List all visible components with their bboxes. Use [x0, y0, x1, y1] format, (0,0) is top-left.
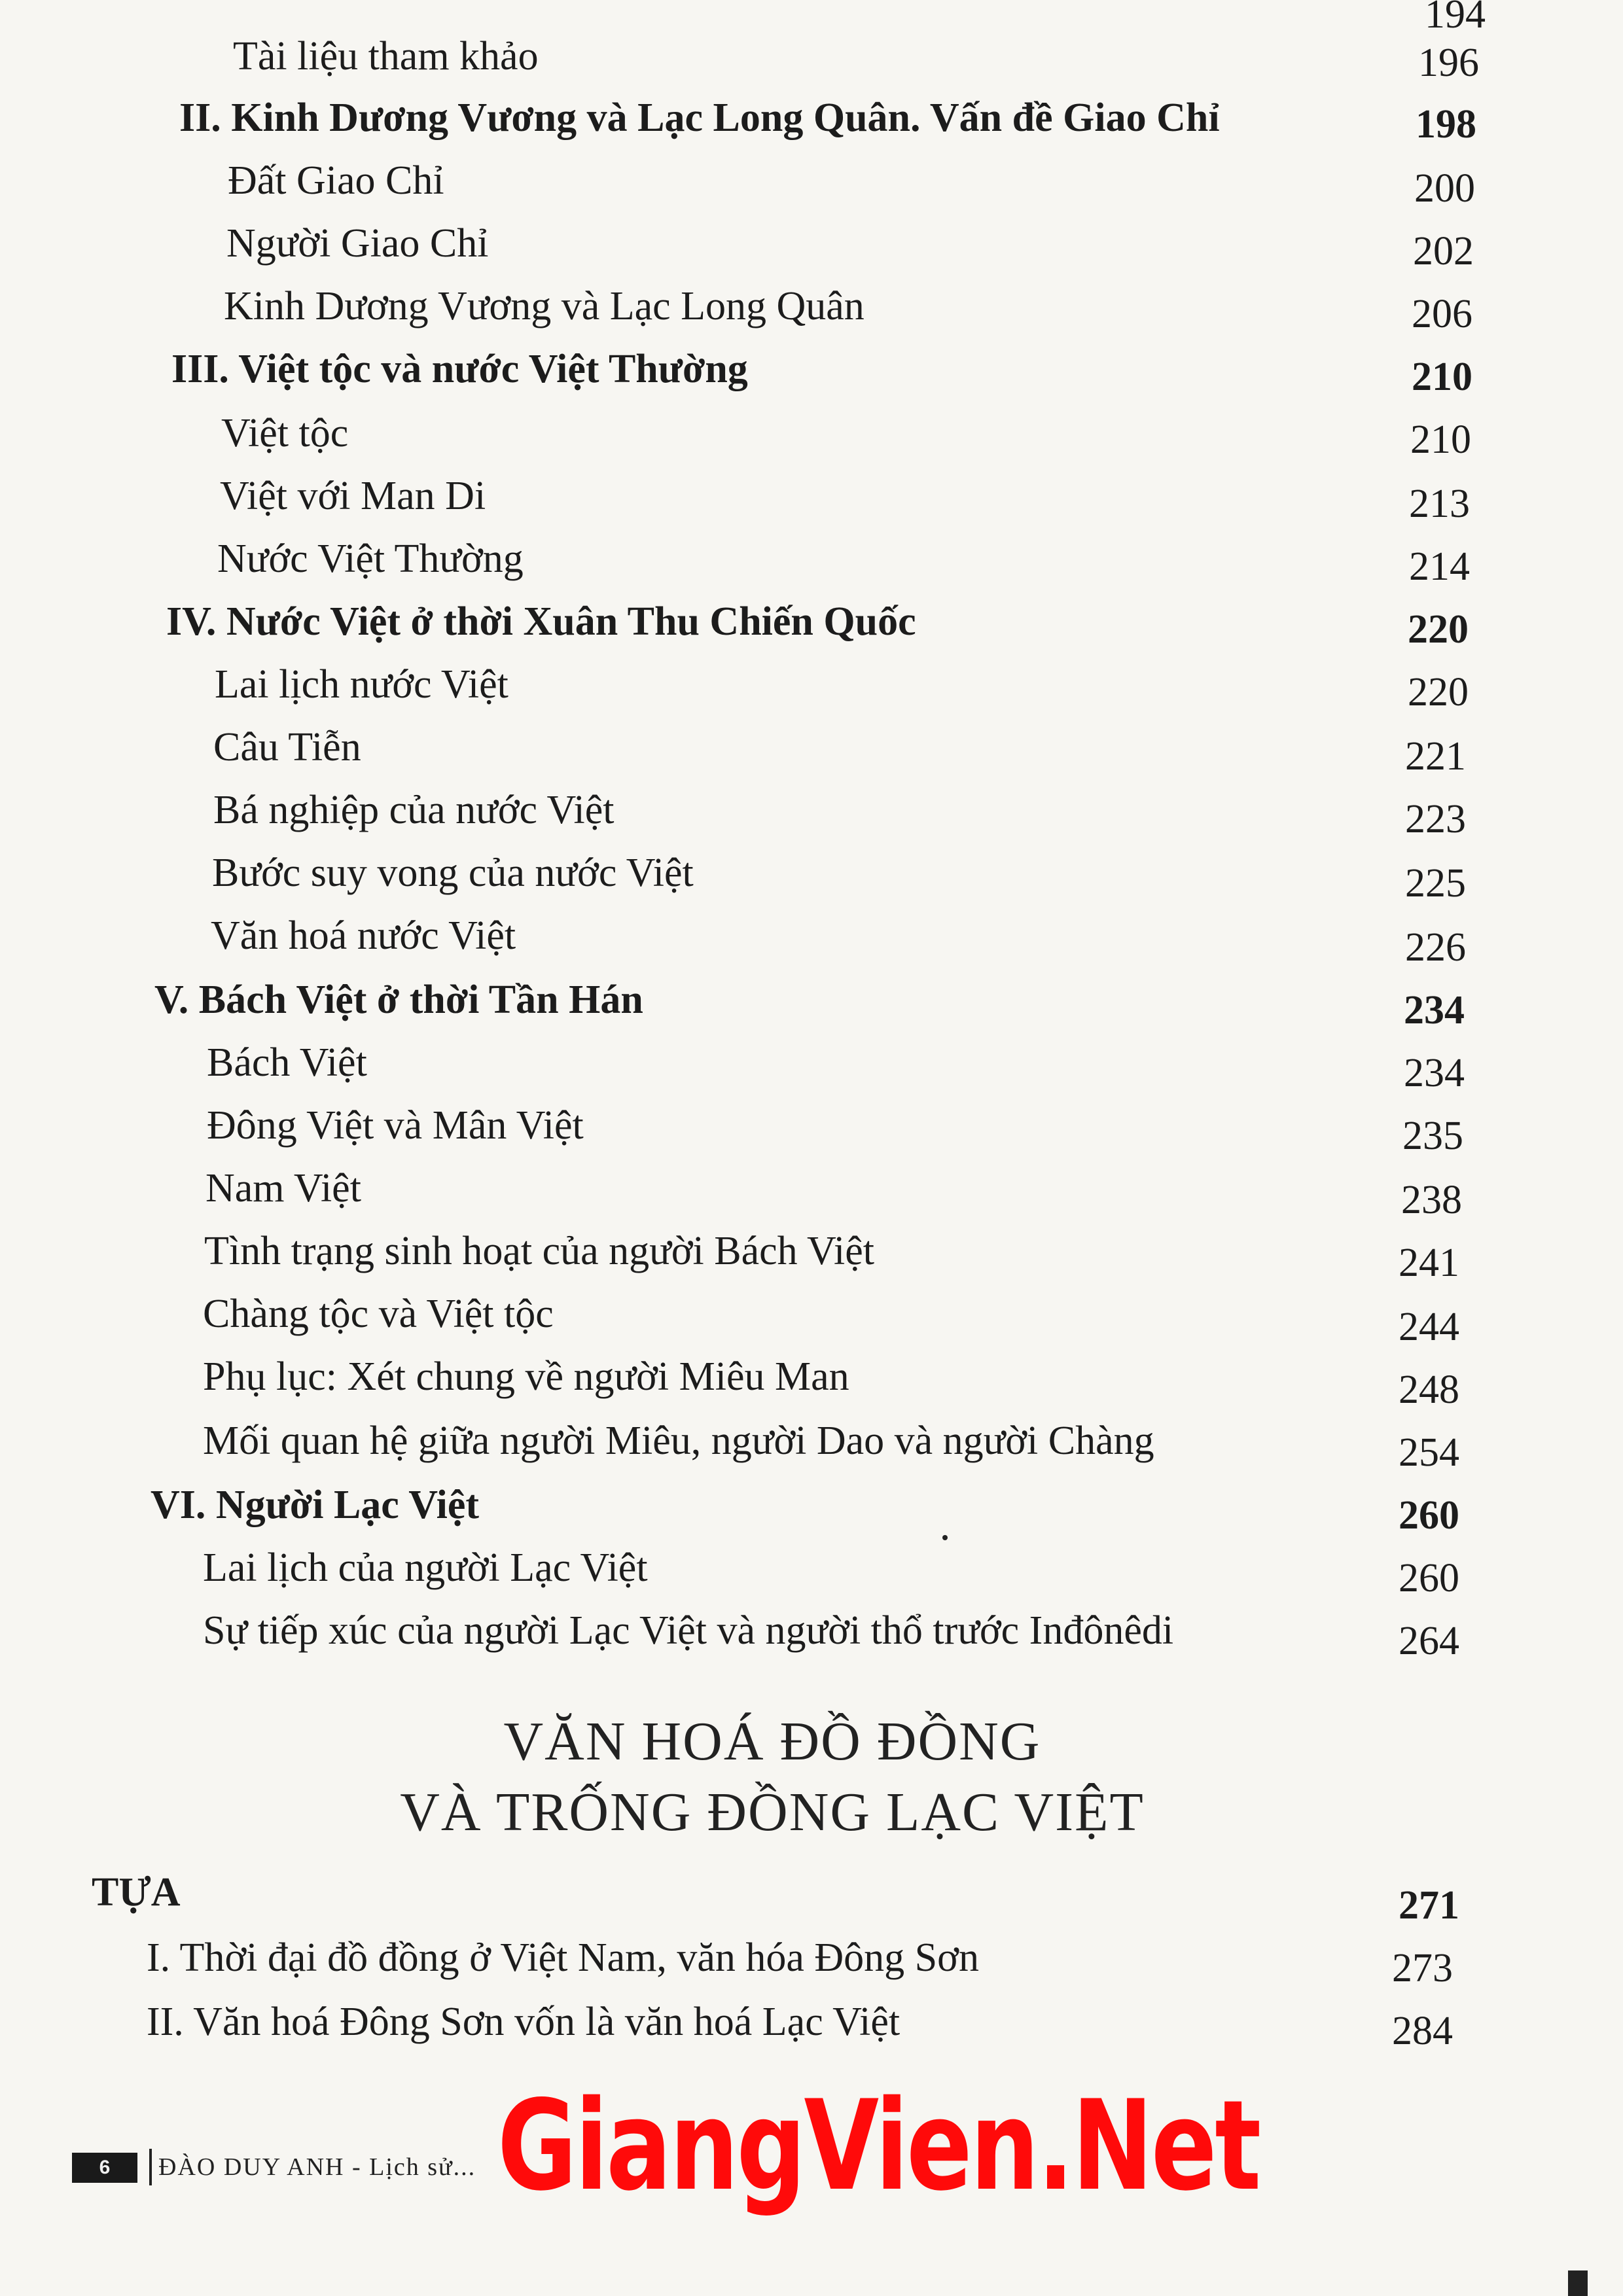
- toc-entry-title: IV. Nước Việt ở thời Xuân Thu Chiến Quốc: [166, 599, 916, 644]
- toc-entry-title: Đông Việt và Mân Việt: [207, 1103, 584, 1148]
- toc-entry: [224, 280, 865, 332]
- toc-page-number: 238: [1401, 1178, 1462, 1222]
- toc-entry: [203, 1604, 1173, 1657]
- toc-entry: [221, 407, 348, 459]
- toc-page-number: 210: [1412, 355, 1472, 399]
- footer-author: ĐÀO DUY ANH - Lịch sử...: [149, 2149, 476, 2185]
- toc-entry: [171, 343, 748, 395]
- toc-entry-title: I. Thời đại đồ đồng ở Việt Nam, văn hóa Đông Sơn: [147, 1935, 979, 1980]
- toc-page-number: 198: [1416, 102, 1476, 147]
- toc-entry: [203, 1351, 849, 1403]
- toc-page-number: 226: [1405, 925, 1466, 970]
- toc-entry: [220, 470, 486, 522]
- edge-mark: [1568, 2270, 1588, 2296]
- toc-entry: [203, 1288, 554, 1340]
- section-title-line-1: VĂN HOÁ ĐỒ ĐỒNG: [503, 1711, 1041, 1772]
- toc-entry: [203, 1415, 1154, 1467]
- toc-entry: [205, 1162, 361, 1214]
- toc-entry: [166, 595, 916, 648]
- toc-entry-title: Lai lịch nước Việt: [215, 662, 508, 707]
- toc-entry: [147, 1932, 979, 1984]
- toc-entry: [207, 1099, 584, 1152]
- toc-entry-title: Tài liệu tham khảo: [233, 34, 539, 79]
- toc-page-number: 223: [1405, 797, 1466, 841]
- toc-page-number: 241: [1399, 1241, 1459, 1285]
- watermark-text: GiangVien.Net: [497, 2074, 1260, 2218]
- toc-page-number: 264: [1399, 1619, 1459, 1663]
- toc-page-number: 284: [1392, 2009, 1453, 2053]
- toc-page-number: 213: [1409, 482, 1470, 526]
- toc-entry-title: Kinh Dương Vương và Lạc Long Quân: [224, 284, 865, 328]
- toc-entry-title: Đất Giao Chỉ: [228, 158, 444, 203]
- toc-entry-title: Người Giao Chỉ: [226, 221, 489, 266]
- toc-page-number: 194: [1425, 0, 1486, 37]
- toc-page-number: 235: [1402, 1114, 1463, 1158]
- toc-entry: [154, 974, 643, 1026]
- toc-entry-title: Bước suy vong của nước Việt: [212, 851, 694, 895]
- toc-page-number: 202: [1413, 229, 1474, 274]
- toc-entry: [213, 784, 614, 836]
- toc-entry-title: Phụ lục: Xét chung về người Miêu Man: [203, 1354, 849, 1399]
- toc-entry-title: Chàng tộc và Việt tộc: [203, 1292, 554, 1336]
- toc-entry: [213, 721, 361, 773]
- toc-entry: [226, 217, 489, 270]
- toc-page-number: 220: [1408, 670, 1469, 715]
- toc-page-number: 234: [1404, 988, 1465, 1033]
- toc-entry-title: Việt tộc: [221, 411, 349, 455]
- toc-entry-title: III. Việt tộc và nước Việt Thường: [171, 347, 748, 391]
- section-title-line-2: VÀ TRỐNG ĐỒNG LẠC VIỆT: [400, 1782, 1145, 1843]
- toc-entry: [179, 92, 1220, 144]
- toc-entry-title: Nước Việt Thường: [217, 537, 524, 581]
- toc-entry: [217, 533, 524, 585]
- toc-entry-title: VI. Người Lạc Việt: [151, 1483, 480, 1527]
- print-speck: [942, 1535, 948, 1540]
- toc-entry-title: Mối quan hệ giữa người Miêu, người Dao và người Chàng: [203, 1419, 1154, 1463]
- toc-entry-title: Sự tiếp xúc của người Lạc Việt và người thổ trước Inđônêdi: [203, 1608, 1174, 1653]
- toc-entry: [215, 658, 508, 711]
- toc-entry-title: Việt với Man Di: [220, 474, 486, 518]
- toc-page-number: 221: [1405, 734, 1466, 779]
- toc-entry-title: TỰA: [92, 1870, 181, 1915]
- toc-entry: [211, 910, 516, 962]
- toc-entry-title: Bá nghiệp của nước Việt: [213, 788, 615, 832]
- toc-entry: [151, 1479, 479, 1531]
- toc-entry: [228, 154, 444, 207]
- toc-page-number: 225: [1405, 861, 1466, 906]
- toc-page-number: 273: [1392, 1946, 1453, 1990]
- toc-page-number: 220: [1408, 607, 1469, 652]
- toc-entry-title: Câu Tiễn: [213, 725, 361, 769]
- toc-page-number: 254: [1399, 1430, 1459, 1475]
- toc-entry: [207, 1036, 367, 1089]
- toc-entry: [212, 847, 694, 899]
- toc-page-number: 200: [1414, 166, 1475, 211]
- toc-entry: [204, 1225, 874, 1277]
- toc-entry-title: Lai lịch của người Lạc Việt: [203, 1545, 648, 1590]
- toc-entry-title: Nam Việt: [205, 1166, 361, 1210]
- toc-page-number: 234: [1404, 1051, 1465, 1095]
- toc-page-number: 248: [1399, 1368, 1459, 1412]
- toc-page-number: 210: [1410, 417, 1471, 462]
- toc-entry-title: II. Văn hoá Đông Sơn vốn là văn hoá Lạc Việt: [147, 2000, 901, 2044]
- toc-entry: [203, 1542, 648, 1594]
- footer-page-number: 6: [72, 2153, 137, 2183]
- toc-entry-title: II. Kinh Dương Vương và Lạc Long Quân. Vấn đề Giao Chỉ: [179, 96, 1220, 140]
- toc-page-number: 271: [1399, 1883, 1459, 1928]
- toc-entry: [147, 1996, 900, 2048]
- toc-page-number: 244: [1399, 1305, 1459, 1349]
- toc-entry-title: Tình trạng sinh hoạt của người Bách Việt: [204, 1229, 875, 1273]
- toc-page-number: 206: [1412, 292, 1472, 336]
- toc-entry-title: Bách Việt: [207, 1040, 367, 1085]
- toc-page-number: 196: [1418, 41, 1479, 85]
- toc-entry-title: Văn hoá nước Việt: [211, 913, 516, 958]
- toc-entry-title: V. Bách Việt ở thời Tần Hán: [154, 978, 643, 1022]
- toc-page-number: 260: [1399, 1556, 1459, 1600]
- toc-page-number: 260: [1399, 1493, 1459, 1538]
- toc-page-number: 214: [1409, 544, 1470, 589]
- toc-entry: [92, 1866, 180, 1918]
- toc-entry: [233, 30, 539, 82]
